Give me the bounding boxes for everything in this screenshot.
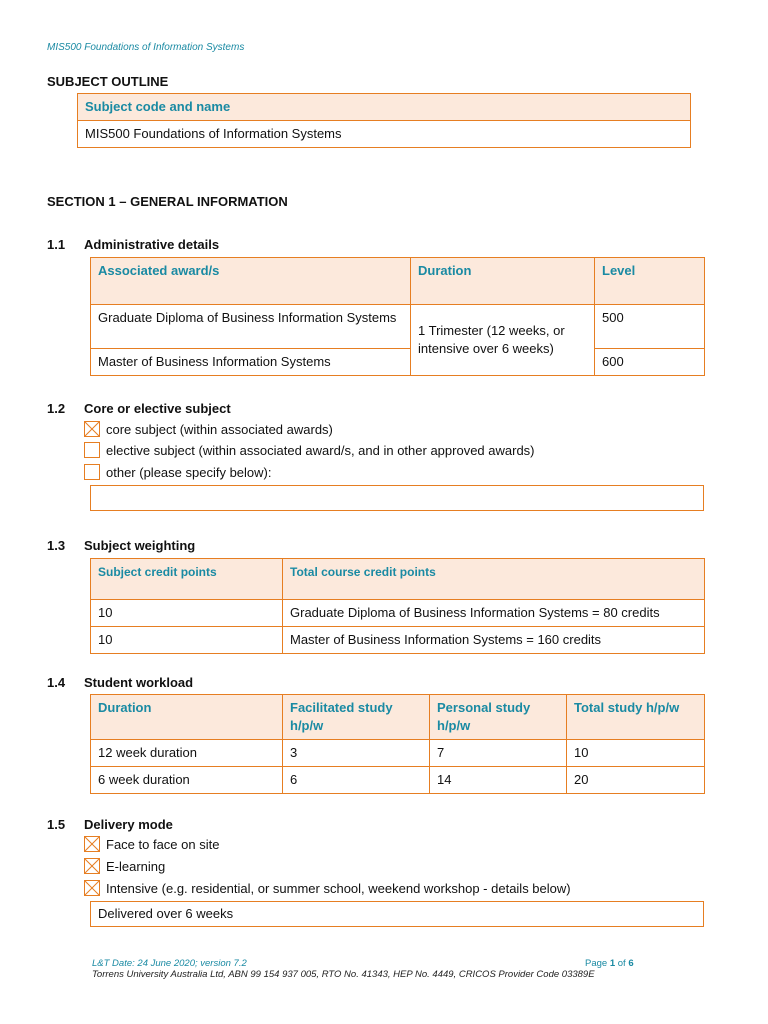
option-label: core subject (within associated awards) [106,421,333,437]
section-1-title: SECTION 1 – GENERAL INFORMATION [47,194,288,209]
section-1-4-heading [47,675,193,690]
section-title: Administrative details [84,237,220,252]
page-total: 6 [628,958,634,969]
running-header: MIS500 Foundations of Information Systems [47,42,245,53]
award-cell: Graduate Diploma of Business Information Systems [91,305,411,349]
duration-cell: 1 Trimester (12 weeks, or intensive over 6 weeks) [411,305,595,376]
col-header-personal: Personal study h/p/w [430,695,567,740]
table-cell: 12 week duration [91,740,283,767]
section-1-5-heading [47,817,173,832]
subject-code-table [77,93,691,148]
option-other[interactable] [84,464,271,480]
checkbox-checked[interactable] [84,858,100,874]
col-header-total: Total study h/p/w [567,695,705,740]
delivery-details-field[interactable]: Delivered over 6 weeks [90,901,704,927]
option-elective[interactable] [84,442,535,458]
footer-version: L&T Date: 24 June 2020; version 7.2 [92,958,247,969]
table-cell: 20 [567,767,705,794]
outline-title: SUBJECT OUTLINE [47,74,169,89]
table-cell: 6 week duration [91,767,283,794]
col-header-award: Associated award/s [91,258,411,305]
page-label: Page [585,958,608,969]
section-number: 1.4 [47,675,66,690]
col-header-level: Level [595,258,705,305]
col-header-duration: Duration [91,695,283,740]
option-core[interactable] [84,421,333,437]
checkbox-checked[interactable] [84,421,100,437]
option-intensive[interactable] [84,880,571,896]
col-header-course-credits: Total course credit points [283,559,705,600]
level-cell: 600 [595,349,705,376]
subject-code-value: MIS500 Foundations of Information Systems [78,121,691,148]
checkbox-unchecked[interactable] [84,442,100,458]
option-e-learning[interactable] [84,858,165,874]
section-title: Delivery mode [84,817,173,832]
page-number [585,958,634,969]
option-label: elective subject (within associated award/s, and in other approved awards) [106,442,535,458]
col-header-facilitated: Facilitated study h/p/w [283,695,430,740]
option-face-to-face[interactable] [84,836,219,852]
other-specify-field[interactable] [90,485,704,511]
col-header-credit-points: Subject credit points [91,559,283,600]
page-of-label: of [617,958,626,969]
table-cell: 14 [430,767,567,794]
subject-weighting-table [90,558,705,654]
student-workload-table [90,694,705,794]
option-label: E-learning [106,858,166,874]
option-label: Intensive (e.g. residential, or summer school, weekend workshop - details below) [106,880,571,896]
option-label: Face to face on site [106,836,220,852]
section-number: 1.1 [47,237,66,252]
table-cell: Master of Business Information Systems = 160 credits [283,627,705,654]
footer-legal: Torrens University Australia Ltd, ABN 99 154 937 005, RTO No. 41343, HEP No. 4449, CRICOS Provider Code 03389E [92,969,595,980]
section-number: 1.2 [47,401,66,416]
table-cell: 10 [567,740,705,767]
checkbox-checked[interactable] [84,836,100,852]
subject-code-header: Subject code and name [78,94,691,121]
option-label: other (please specify below): [106,464,272,480]
section-1-2-heading [47,401,231,416]
table-cell: 10 [91,600,283,627]
table-cell: 6 [283,767,430,794]
checkbox-unchecked[interactable] [84,464,100,480]
section-title: Student workload [84,675,194,690]
section-number: 1.5 [47,817,66,832]
table-cell: 3 [283,740,430,767]
table-cell: 10 [91,627,283,654]
col-header-duration: Duration [411,258,595,305]
admin-details-table [90,257,705,376]
checkbox-checked[interactable] [84,880,100,896]
section-1-1-heading [47,237,219,252]
table-cell: 7 [430,740,567,767]
section-1-3-heading [47,538,195,553]
page-current: 1 [609,958,616,969]
level-cell: 500 [595,305,705,349]
section-title: Subject weighting [84,538,196,553]
award-cell: Master of Business Information Systems [91,349,411,376]
section-title: Core or elective subject [84,401,231,416]
table-cell: Graduate Diploma of Business Information Systems = 80 credits [283,600,705,627]
section-number: 1.3 [47,538,66,553]
